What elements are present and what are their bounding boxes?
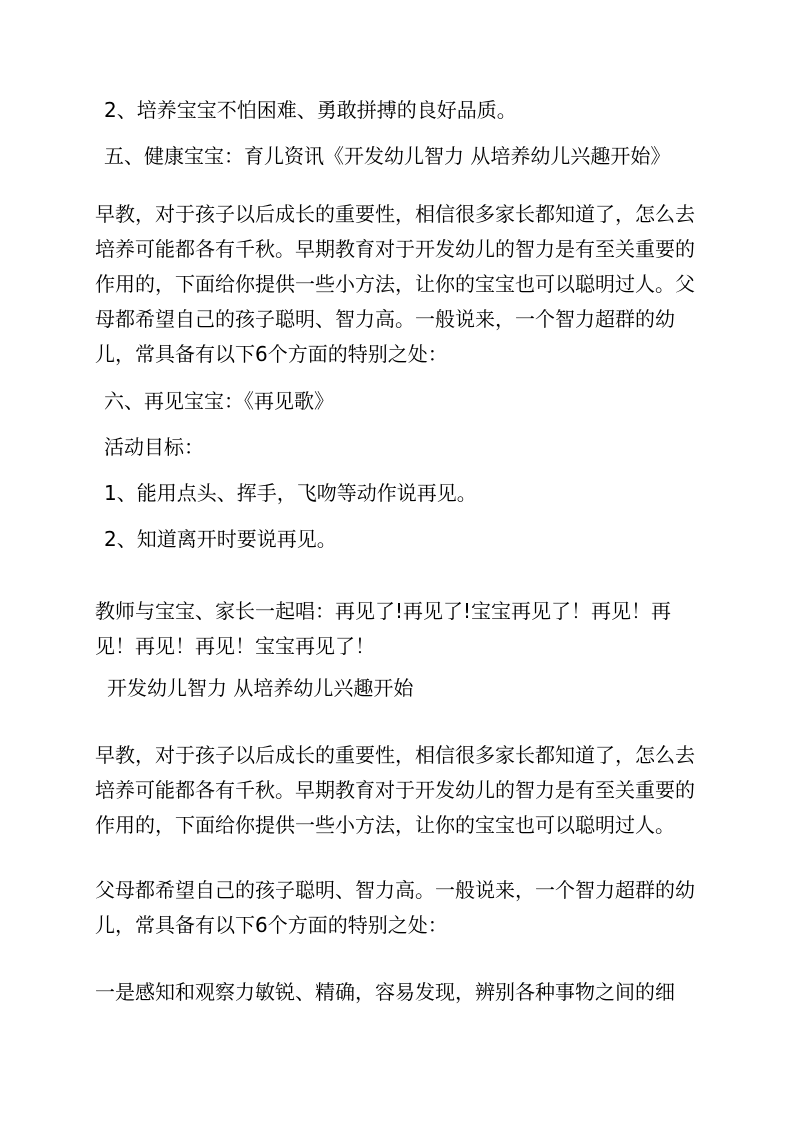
activity-goal-item-2: 2、知道离开时要说再见。: [104, 527, 337, 551]
activity-goal-heading: 活动目标：: [104, 435, 204, 459]
paragraph-intelligent-child: 父母都希望自己的孩子聪明、智力高。一般说来，一个智力超群的幼儿，常具备有以下6个方面的特别之处：: [95, 878, 695, 937]
article-subtitle: 开发幼儿智力 从培养幼儿兴趣开始: [107, 676, 414, 700]
paragraph-early-education-repeat: 早教，对于孩子以后成长的重要性，相信很多家长都知道了，怎么去培养可能都各有千秋。早期教育对于开发幼儿的智力是有至关重要的作用的，下面给你提供一些小方法，让你的宝宝也可以聪明过人。: [95, 743, 695, 837]
activity-goal-item-1: 1、能用点头、挥手，飞吻等动作说再见。: [104, 481, 477, 505]
section-heading-goodbye-baby: 六、再见宝宝：《再见歌》: [104, 389, 334, 413]
paragraph-early-education: 早教，对于孩子以后成长的重要性，相信很多家长都知道了，怎么去培养可能都各有千秋。早期教育对于开发幼儿的智力是有至关重要的作用的，下面给你提供一些小方法，让你的宝宝也可以聪明过人。父母都希望自己的孩子聪明、智力高。一般说来，一个智力超群的幼儿，常具备有以下6个方面的特别之处：: [95, 202, 695, 366]
paragraph-perception: 一是感知和观察力敏锐、精确，容易发现，辨别各种事物之间的细: [95, 980, 675, 1004]
training-goal-item-2: 2、培养宝宝不怕困难、勇敢拼搏的良好品质。: [104, 98, 517, 122]
paragraph-song: 教师与宝宝、家长一起唱：再见了!再见了!宝宝再见了！再见！再见！再见！再见！宝宝再见了！: [95, 599, 672, 658]
section-heading-health-baby: 五、健康宝宝：育儿资讯《开发幼儿智力 从培养幼儿兴趣开始》: [104, 144, 671, 168]
